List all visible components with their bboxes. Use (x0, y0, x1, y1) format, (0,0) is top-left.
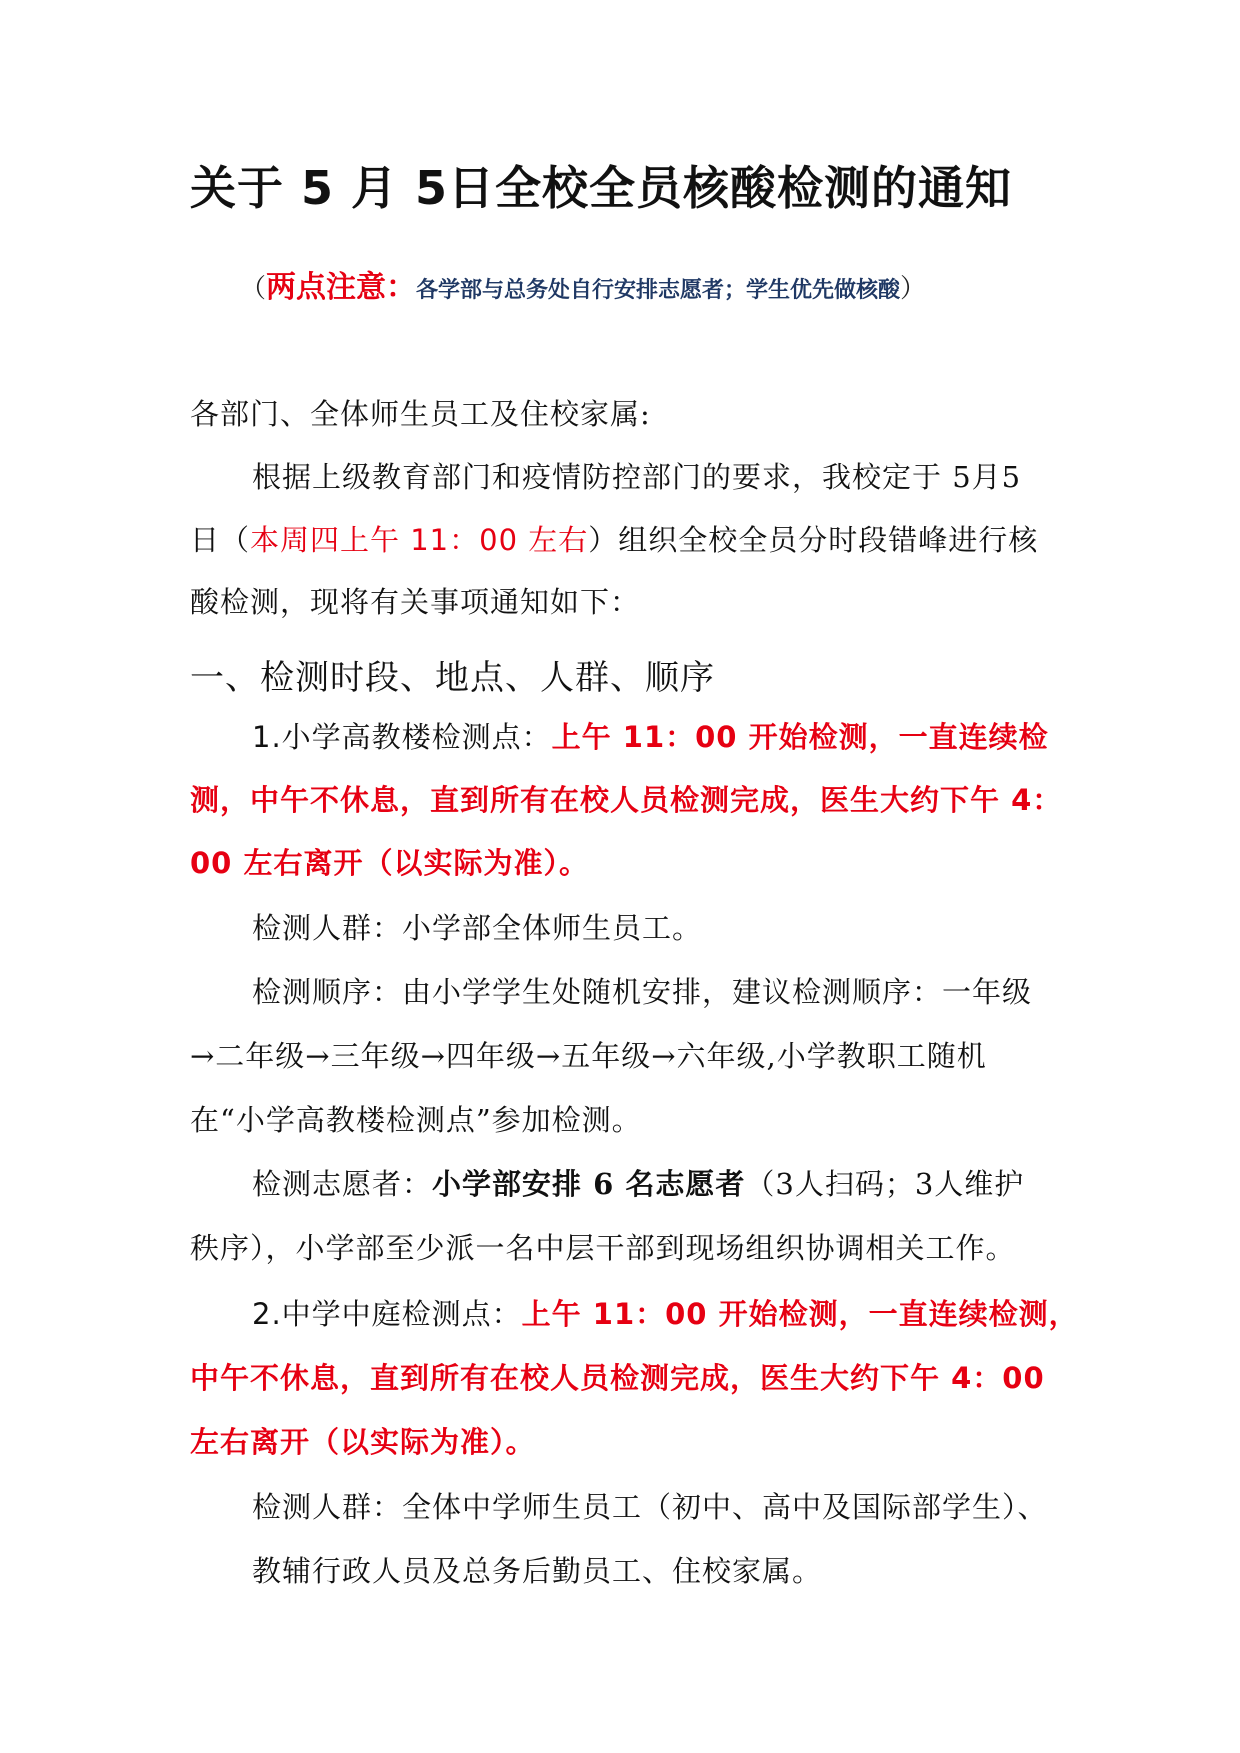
item1-time-1: 上午 11：00 开始检测，一直连续检 (551, 720, 1049, 754)
item1-order-text-1: 由小学学生处随机安排，建议检测顺序：一年级 (402, 975, 1033, 1009)
item2-crowd-line-1 (252, 1485, 1060, 1526)
note-label: 两点注意： (266, 270, 417, 305)
intro-line-2-start: 日（ (190, 523, 251, 557)
item2-crowd-label: 检测人群： (252, 1490, 403, 1524)
intro-line-1: 根据上级教育部门和疫情防控部门的要求，我校定于 5月5 (252, 460, 1022, 494)
item1-volunteer-line-1 (252, 1162, 1060, 1203)
document-title: 关于 5 月 5日全校全员核酸检测的通知 (190, 161, 1013, 215)
intro-line-2 (190, 518, 1060, 559)
note-close-paren: ） (900, 274, 927, 304)
note-text: 各学部与总务处自行安排志愿者；学生优先做核酸 (416, 278, 901, 303)
item2-crowd-line-2: 教辅行政人员及总务后勤员工、住校家属。 (252, 1554, 823, 1588)
section-1-heading: 一、检测时段、地点、人群、顺序 (190, 658, 715, 698)
item1-time-2: 测，中午不休息，直到所有在校人员检测完成，医生大约下午 4： (190, 783, 1063, 817)
intro-line-2-end: ）组织全校全员分时段错峰进行核 (588, 523, 1039, 557)
item1-volunteer-label: 检测志愿者： (252, 1167, 433, 1201)
item2-label: 2.中学中庭检测点： (252, 1297, 522, 1331)
item2-time-2: 中午不休息，直到所有在校人员检测完成，医生大约下午 4：00 (190, 1361, 1045, 1395)
item2-crowd-text-1: 全体中学师生员工（初中、高中及国际部学生）、 (402, 1490, 1048, 1524)
item1-order-line-2: →二年级→三年级→四年级→五年级→六年级,小学教职工随机 (190, 1039, 987, 1073)
item1-crowd (252, 906, 1060, 947)
attention-note (240, 262, 926, 306)
item1-crowd-text: 小学部全体师生员工。 (402, 911, 703, 945)
intro-date-highlight: 本周四上午 11：00 左右 (250, 523, 589, 557)
item2-time-3: 左右离开（以实际为准）。 (190, 1425, 536, 1459)
item1-order-label: 检测顺序： (252, 975, 403, 1009)
item1-volunteer-detail: （3人扫码；3人维护 (745, 1167, 1025, 1201)
item1-label: 1.小学高教楼检测点： (252, 720, 552, 754)
item1-crowd-label: 检测人群： (252, 911, 403, 945)
item1-order-line-3: 在“小学高教楼检测点”参加检测。 (190, 1103, 642, 1137)
note-open-paren: （ (240, 274, 267, 304)
item1-order-line-1 (252, 970, 1060, 1011)
intro-line-3: 酸检测，现将有关事项通知如下： (190, 585, 641, 619)
item2-time-1: 上午 11：00 开始检测，一直连续检测， (521, 1297, 1079, 1331)
item2-line-1 (252, 1292, 1079, 1333)
item1-time-3: 00 左右离开（以实际为准）。 (190, 846, 589, 880)
item1-volunteer-line-2: 秩序），小学部至少派一名中层干部到现场组织协调相关工作。 (190, 1231, 1016, 1265)
item1-volunteer-count: 小学部安排 6 名志愿者 (432, 1167, 746, 1201)
salutation: 各部门、全体师生员工及住校家属: (190, 397, 651, 431)
item1-line-1 (252, 715, 1060, 756)
